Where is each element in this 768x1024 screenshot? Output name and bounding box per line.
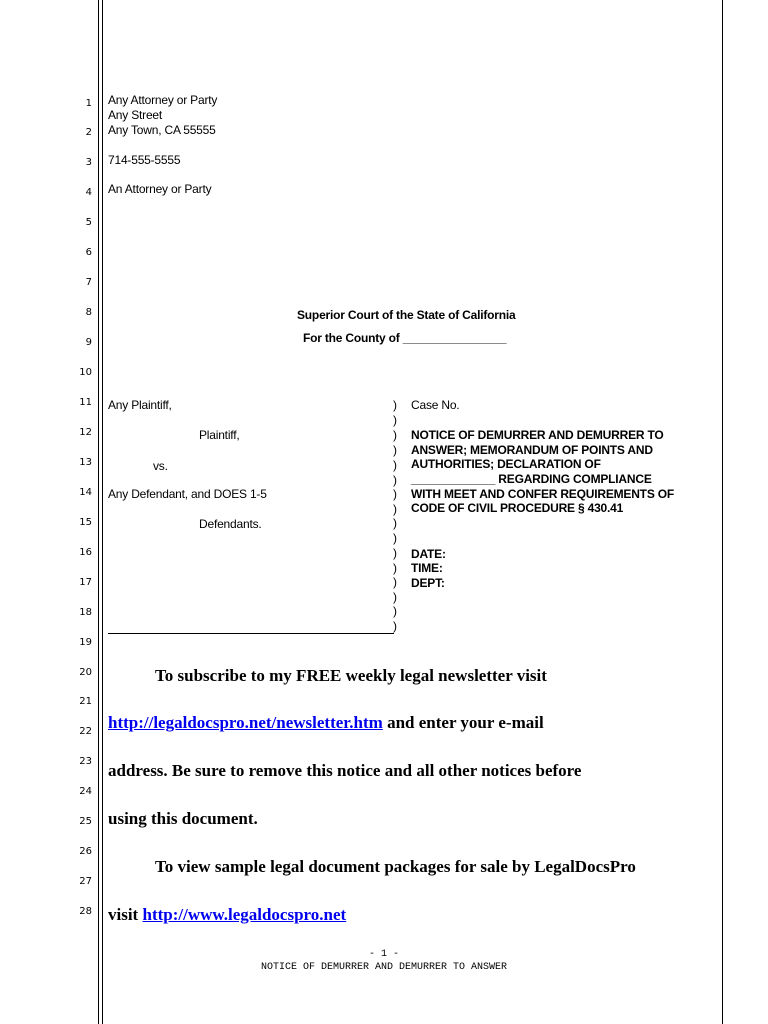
notice-line-5: To view sample legal document packages for sale by LegalDocsPro [155, 857, 636, 876]
document-title-line: AUTHORITIES; DECLARATION OF [411, 457, 601, 471]
footer-title: NOTICE OF DEMURRER AND DEMURRER TO ANSWER [260, 962, 508, 973]
notice-line-2-text: and enter your e-mail [382, 713, 544, 732]
line-number: 1 [85, 98, 92, 109]
plaintiff-name: Any Plaintiff, [108, 398, 172, 412]
hearing-date-label: DATE: [411, 547, 446, 561]
document-title-line: _____________ REGARDING COMPLIANCE [411, 472, 652, 486]
line-number: 23 [79, 756, 92, 767]
page-number: - 1 - [368, 949, 399, 960]
line-number: 16 [79, 547, 92, 558]
line-number: 11 [79, 397, 92, 408]
line-number: 14 [79, 487, 92, 498]
attorney-street: Any Street [108, 108, 163, 122]
newsletter-link[interactable]: http://legaldocspro.net/newsletter.htm [108, 713, 383, 732]
line-number: 17 [79, 577, 92, 588]
attorney-city: Any Town, CA 55555 [108, 123, 216, 137]
line-number: 12 [79, 427, 92, 438]
line-number: 4 [85, 187, 92, 198]
line-number: 8 [85, 307, 92, 318]
line-number: 10 [79, 367, 92, 378]
line-number: 6 [85, 247, 92, 258]
plaintiff-label: Plaintiff, [199, 428, 240, 442]
line-number: 27 [79, 876, 92, 887]
line-number: 28 [79, 906, 92, 917]
line-number: 25 [79, 816, 92, 827]
notice-line-6 [108, 905, 346, 925]
notice-line-2 [108, 713, 544, 733]
document-title-line: CODE OF CIVIL PROCEDURE § 430.41 [411, 501, 624, 515]
line-number: 20 [79, 667, 92, 678]
line-number: 26 [79, 846, 92, 857]
line-number: 24 [79, 786, 92, 797]
case-number-label: Case No. [411, 398, 460, 412]
attorney-name: Any Attorney or Party [108, 93, 218, 107]
notice-line-3: address. Be sure to remove this notice and all other notices before [108, 761, 582, 780]
line-number: 19 [79, 637, 92, 648]
left-margin-rule-outer [98, 0, 99, 1024]
line-number: 3 [85, 157, 92, 168]
line-number: 18 [79, 607, 92, 618]
court-title: Superior Court of the State of California [297, 308, 516, 322]
line-number: 15 [79, 517, 92, 528]
line-number: 5 [85, 217, 92, 228]
line-number: 2 [85, 127, 92, 138]
line-number: 7 [85, 277, 92, 288]
notice-line-6-text: visit [108, 905, 143, 924]
notice-line-4: using this document. [108, 809, 258, 828]
notice-line-1: To subscribe to my FREE weekly legal newsletter visit [155, 666, 547, 685]
line-number: 13 [79, 457, 92, 468]
caption-underline [108, 633, 394, 634]
line-number: 9 [85, 337, 92, 348]
versus-label: vs. [153, 459, 168, 473]
document-title-line: ANSWER; MEMORANDUM OF POINTS AND [411, 443, 653, 457]
line-number: 22 [79, 726, 92, 737]
hearing-dept-label: DEPT: [411, 576, 445, 590]
line-number: 21 [79, 696, 92, 707]
attorney-role: An Attorney or Party [108, 182, 212, 196]
court-county: For the County of ________________ [303, 331, 507, 345]
attorney-phone: 714-555-5555 [108, 153, 181, 167]
website-link[interactable]: http://www.legaldocspro.net [142, 905, 347, 924]
hearing-time-label: TIME: [411, 561, 443, 575]
defendant-name: Any Defendant, and DOES 1-5 [108, 487, 267, 501]
right-margin-rule [722, 0, 723, 1024]
document-title-line: NOTICE OF DEMURRER AND DEMURRER TO [411, 428, 664, 442]
document-title-line: WITH MEET AND CONFER REQUIREMENTS OF [411, 487, 675, 501]
defendant-label: Defendants. [199, 517, 262, 531]
left-margin-rule-inner [102, 0, 103, 1024]
